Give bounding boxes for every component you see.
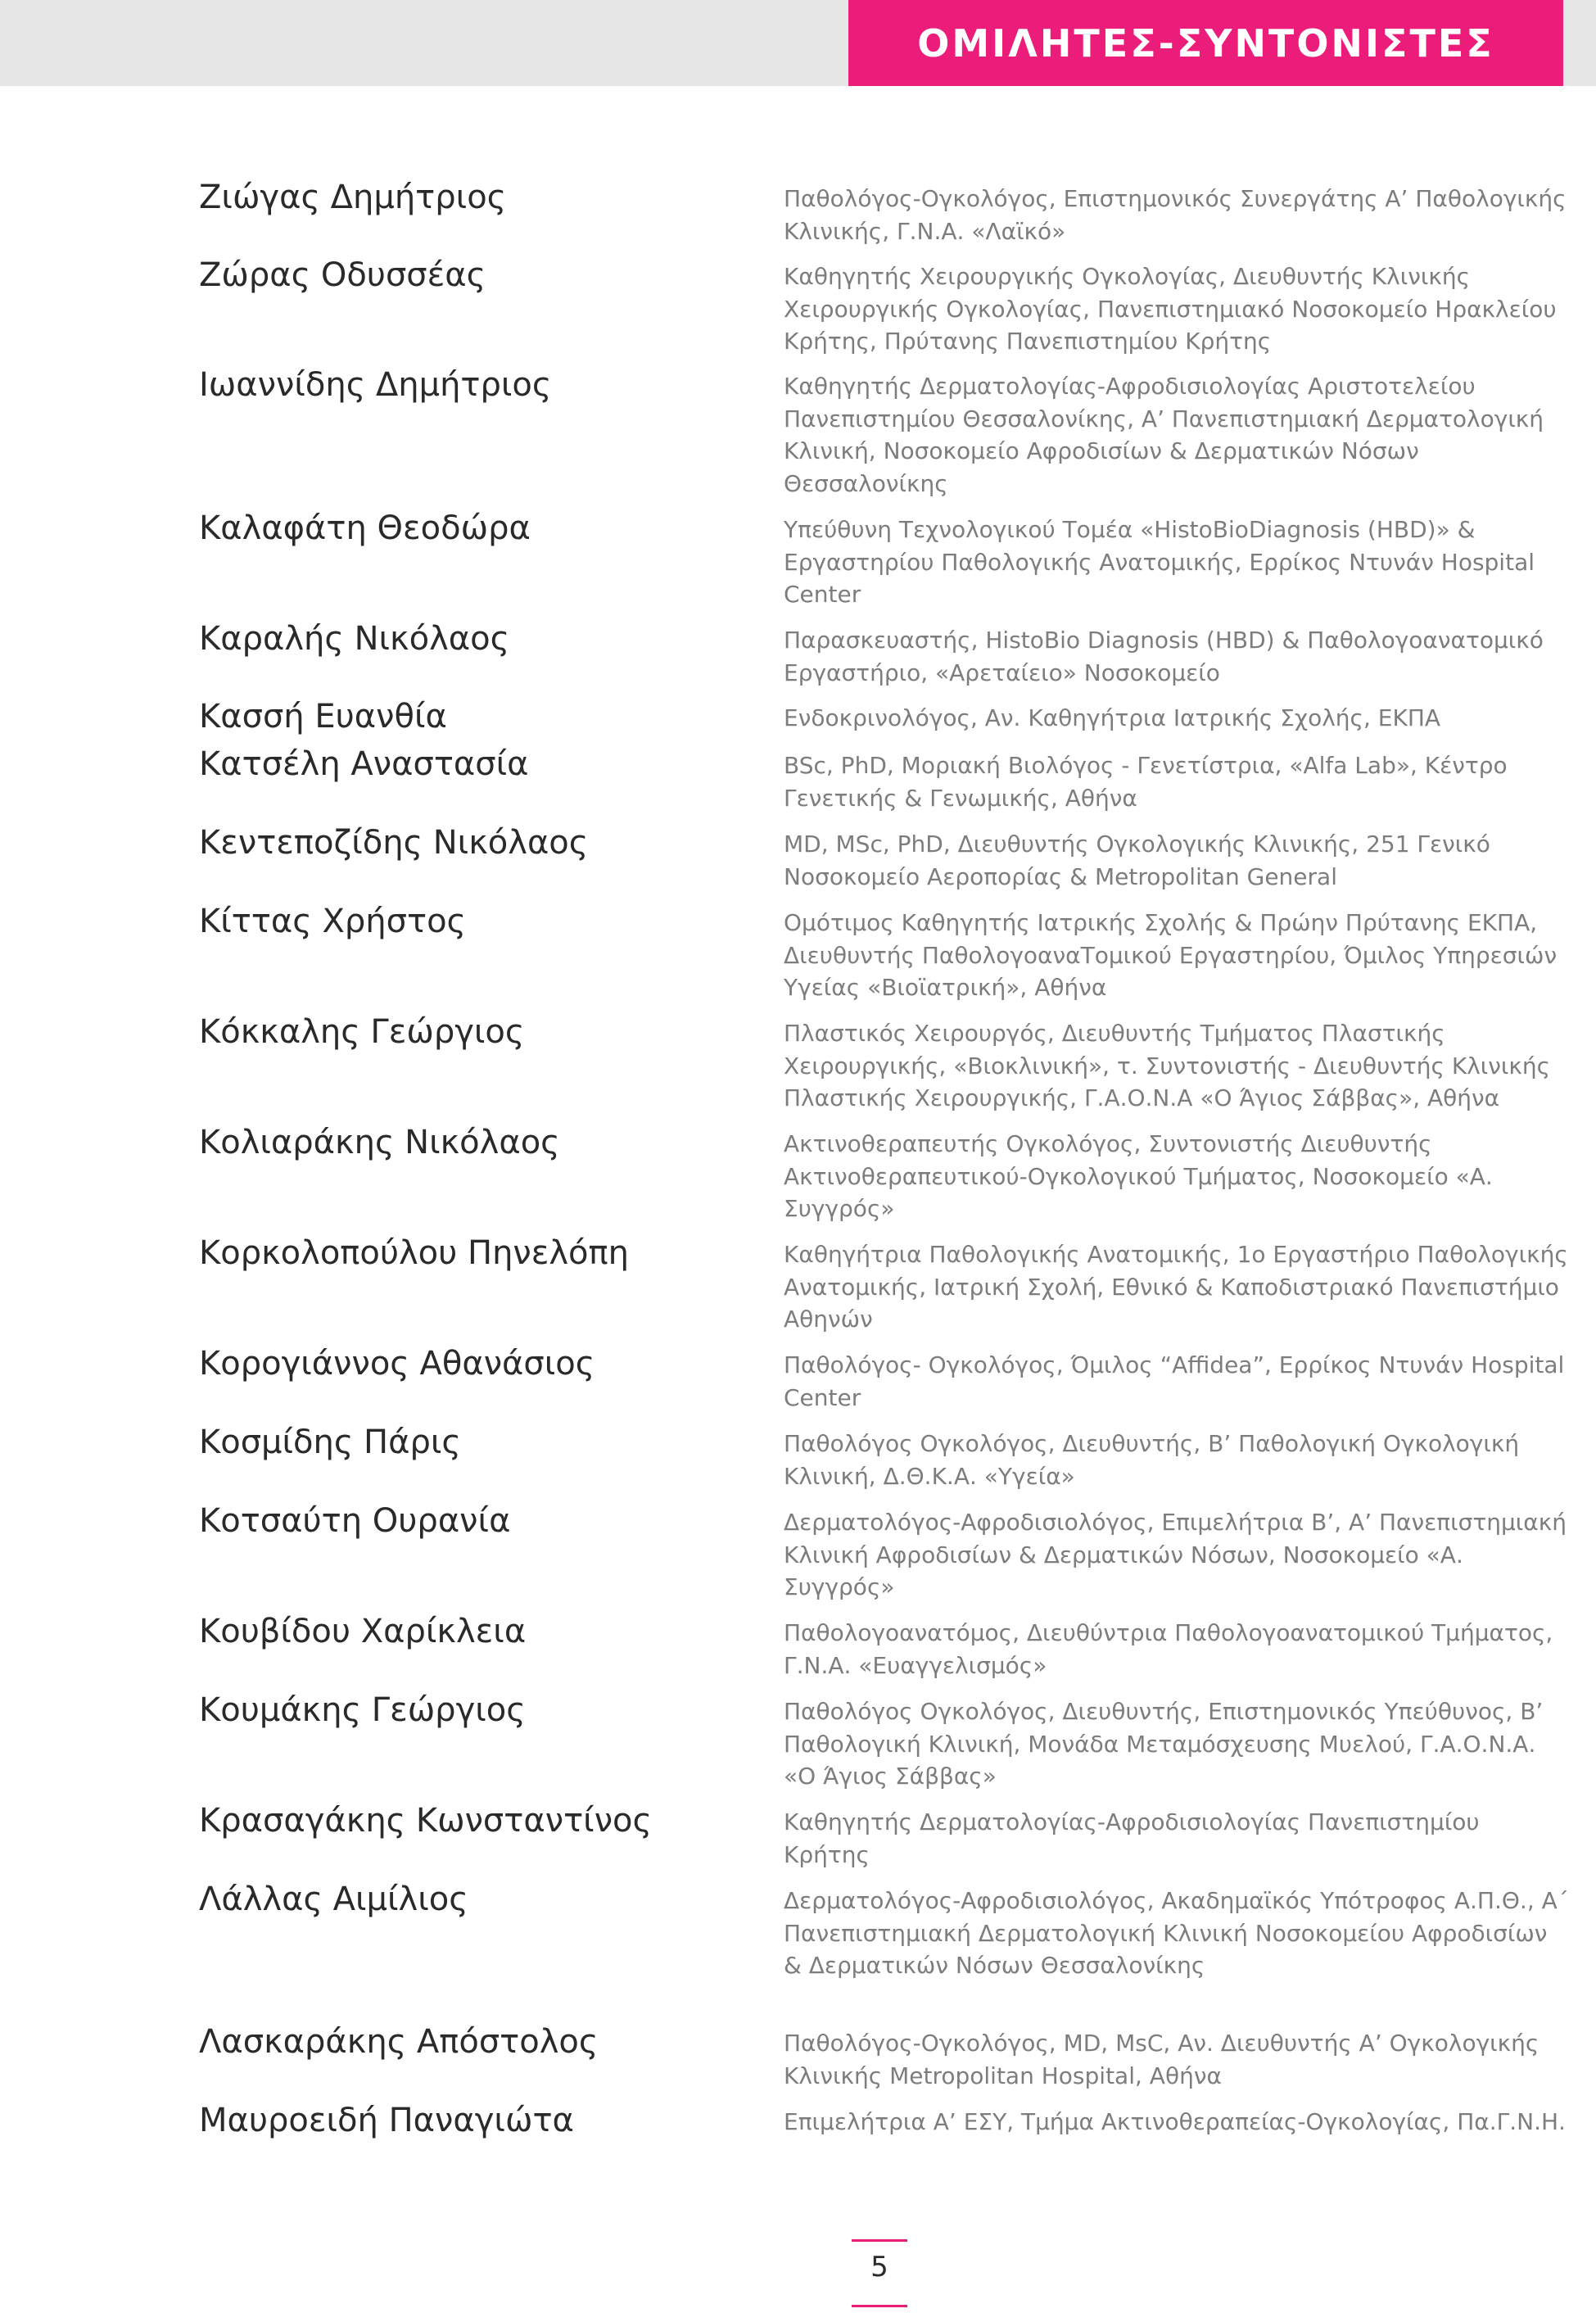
speaker-name: Κόκκαλης Γεώργιος [199, 1013, 525, 1051]
speaker-description: Παθολόγος-Ογκολόγος, Επιστημονικός Συνεργάτης Α’ Παθολογικής Κλινικής, Γ.Ν.Α. «Λαϊκό» [784, 185, 1567, 245]
speaker-name: Κασσή Ευανθία [199, 698, 447, 736]
speaker-description: Παθολόγος- Ογκολόγος, Όμιλος “Affidea”, Ερρίκος Ντυνάν Hospital Center [784, 1351, 1565, 1411]
speaker-description: Ενδοκρινολόγος, Αν. Καθηγήτρια Ιατρικής Σχολής, ΕΚΠΑ [784, 704, 1441, 731]
speaker-description: Παθολόγος Ογκολόγος, Διευθυντής, Β’ Παθολογική Ογκολογική Κλινική, Δ.Θ.Κ.Α. «Υγεία» [784, 1430, 1520, 1490]
speaker-description: Παθολογοανατόμος, Διευθύντρια Παθολογοανατομικού Τμήματος, Γ.Ν.Α. «Ευαγγελισμός» [784, 1619, 1553, 1679]
speaker-description: Καθηγητής Χειρουργικής Ογκολογίας, Διευθυντής Κλινικής Χειρουργικής Ογκολογίας, Πανεπιστημιακό Νοσοκομείο Ηρακλείου Κρήτης, Πρύτανης Πανεπιστημίου Κρήτης [784, 263, 1557, 355]
speaker-name: Κουβίδου Χαρίκλεια [199, 1613, 527, 1650]
speaker-name: Λάλλας Αιμίλιος [199, 1881, 468, 1918]
speaker-name: Ιωαννίδης Δημήτριος [199, 366, 552, 404]
speaker-description: Δερματολόγος-Αφροδισιολόγος, Ακαδημαϊκός Υπότροφος Α.Π.Θ., Α΄ Πανεπιστημιακή Δερματολογική Κλινική Νοσοκομείου Αφροδισίων & Δερματικών Νόσων Θεσσαλονίκης [784, 1887, 1569, 1979]
speaker-name: Κορκολοπούλου Πηνελόπη [199, 1234, 629, 1272]
section-title: ΟΜΙΛΗΤΕΣ-ΣΥΝΤΟΝΙΣΤΕΣ [917, 20, 1494, 66]
speaker-name: Λασκαράκης Απόστολος [199, 2023, 599, 2061]
speaker-description: BSc, PhD, Μοριακή Βιολόγος - Γενετίστρια, «Alfa Lab», Κέντρο Γενετικής & Γενωμικής, Αθήνα [784, 752, 1508, 812]
speaker-description: Επιμελήτρια Α’ ΕΣΥ, Τμήμα Ακτινοθεραπείας-Ογκολογίας, Πα.Γ.Ν.Η. [784, 2108, 1566, 2135]
speaker-description: Παρασκευαστής, HistoBio Diagnosis (HBD) & Παθολογοανατομικό Εργαστήριο, «Αρεταίειο» Νοσοκομείο [784, 627, 1544, 686]
speaker-name: Ζιώγας Δημήτριος [199, 179, 507, 216]
speaker-description: Πλαστικός Χειρουργός, Διευθυντής Τμήματος Πλαστικής Χειρουργικής, «Βιοκλινική», τ. Συντονιστής - Διευθυντής Κλινικής Πλαστικής Χειρουργικής, Γ.Α.Ο.Ν.Α «Ο Άγιος Σάββας», Αθήνα [784, 1020, 1551, 1111]
page-number: 5 [870, 2251, 888, 2284]
footer-divider-bottom [852, 2305, 907, 2307]
speaker-name: Κορογιάννος Αθανάσιος [199, 1345, 595, 1383]
speaker-description: MD, MSc, PhD, Διευθυντής Ογκολογικής Κλινικής, 251 Γενικό Νοσοκομείο Αεροπορίας & Metropolitan General [784, 831, 1490, 890]
speaker-name: Κατσέλη Αναστασία [199, 745, 529, 783]
speaker-description: Παθολόγος Ογκολόγος, Διευθυντής, Επιστημονικός Υπεύθυνος, Β’ Παθολογική Κλινική, Μονάδα Μεταμόσχευσης Μυελού, Γ.Α.Ο.Ν.Α. «Ο Άγιος Σάββας» [784, 1698, 1544, 1790]
speaker-name: Κεντεποζίδης Νικόλαος [199, 824, 589, 862]
speaker-name: Ζώρας Οδυσσέας [199, 256, 486, 294]
section-header [848, 0, 1563, 86]
speaker-name: Κρασαγάκης Κωνσταντίνος [199, 1802, 652, 1840]
speaker-description: Ομότιμος Καθηγητής Ιατρικής Σχολής & Πρώην Πρύτανης ΕΚΠΑ, Διευθυντής ΠαθολογοαναΤομικού Εργαστηρίου, Όμιλος Υπηρεσιών Υγείας «Βιοϊατρική», Αθήνα [784, 909, 1558, 1001]
speaker-description: Καθηγητής Δερματολογίας-Αφροδισιολογίας Πανεπιστημίου Κρήτης [784, 1808, 1480, 1868]
speaker-description: Υπεύθυνη Τεχνολογικού Τομέα «HistoBioDiagnosis (HBD)» & Εργαστηρίου Παθολογικής Ανατομικής, Ερρίκος Ντυνάν Hospital Center [784, 516, 1535, 608]
speaker-description: Καθηγητής Δερματολογίας-Αφροδισιολογίας Αριστοτελείου Πανεπιστημίου Θεσσαλονίκης, Α’ Πανεπιστημιακή Δερματολογική Κλινική, Νοσοκομείο Αφροδισίων & Δερματικών Νόσων Θεσσαλονίκης [784, 373, 1544, 497]
speaker-name: Κολιαράκης Νικόλαος [199, 1124, 560, 1161]
speaker-name: Κοτσαύτη Ουρανία [199, 1502, 511, 1540]
speaker-description: Παθολόγος-Ογκολόγος, MD, MsC, Αν. Διευθυντής Α’ Ογκολογικής Κλινικής Metropolitan Hospital, Αθήνα [784, 2030, 1539, 2089]
speaker-description: Ακτινοθεραπευτής Ογκολόγος, Συντονιστής Διευθυντής Ακτινοθεραπευτικού-Ογκολογικού Τμήματος, Νοσοκομείο «Α. Συγγρός» [784, 1130, 1493, 1222]
speaker-name: Καραλής Νικόλαος [199, 620, 510, 658]
speaker-name: Μαυροειδή Παναγιώτα [199, 2102, 574, 2139]
speaker-name: Καλαφάτη Θεοδώρα [199, 509, 531, 547]
speaker-name: Κουμάκης Γεώργιος [199, 1691, 526, 1729]
footer-divider-top [852, 2239, 907, 2242]
speaker-description: Καθηγήτρια Παθολογικής Ανατομικής, 1ο Εργαστήριο Παθολογικής Ανατομικής, Ιατρική Σχολή, Εθνικό & Καποδιστριακό Πανεπιστήμιο Αθηνών [784, 1241, 1568, 1333]
speaker-name: Κοσμίδης Πάρις [199, 1424, 461, 1461]
speaker-name: Κίττας Χρήστος [199, 903, 467, 940]
speaker-description: Δερματολόγος-Αφροδισιολόγος, Επιμελήτρια Β’, Α’ Πανεπιστημιακή Κλινική Αφροδισίων & Δερματικών Νόσων, Νοσοκομείο «Α. Συγγρός» [784, 1509, 1567, 1600]
